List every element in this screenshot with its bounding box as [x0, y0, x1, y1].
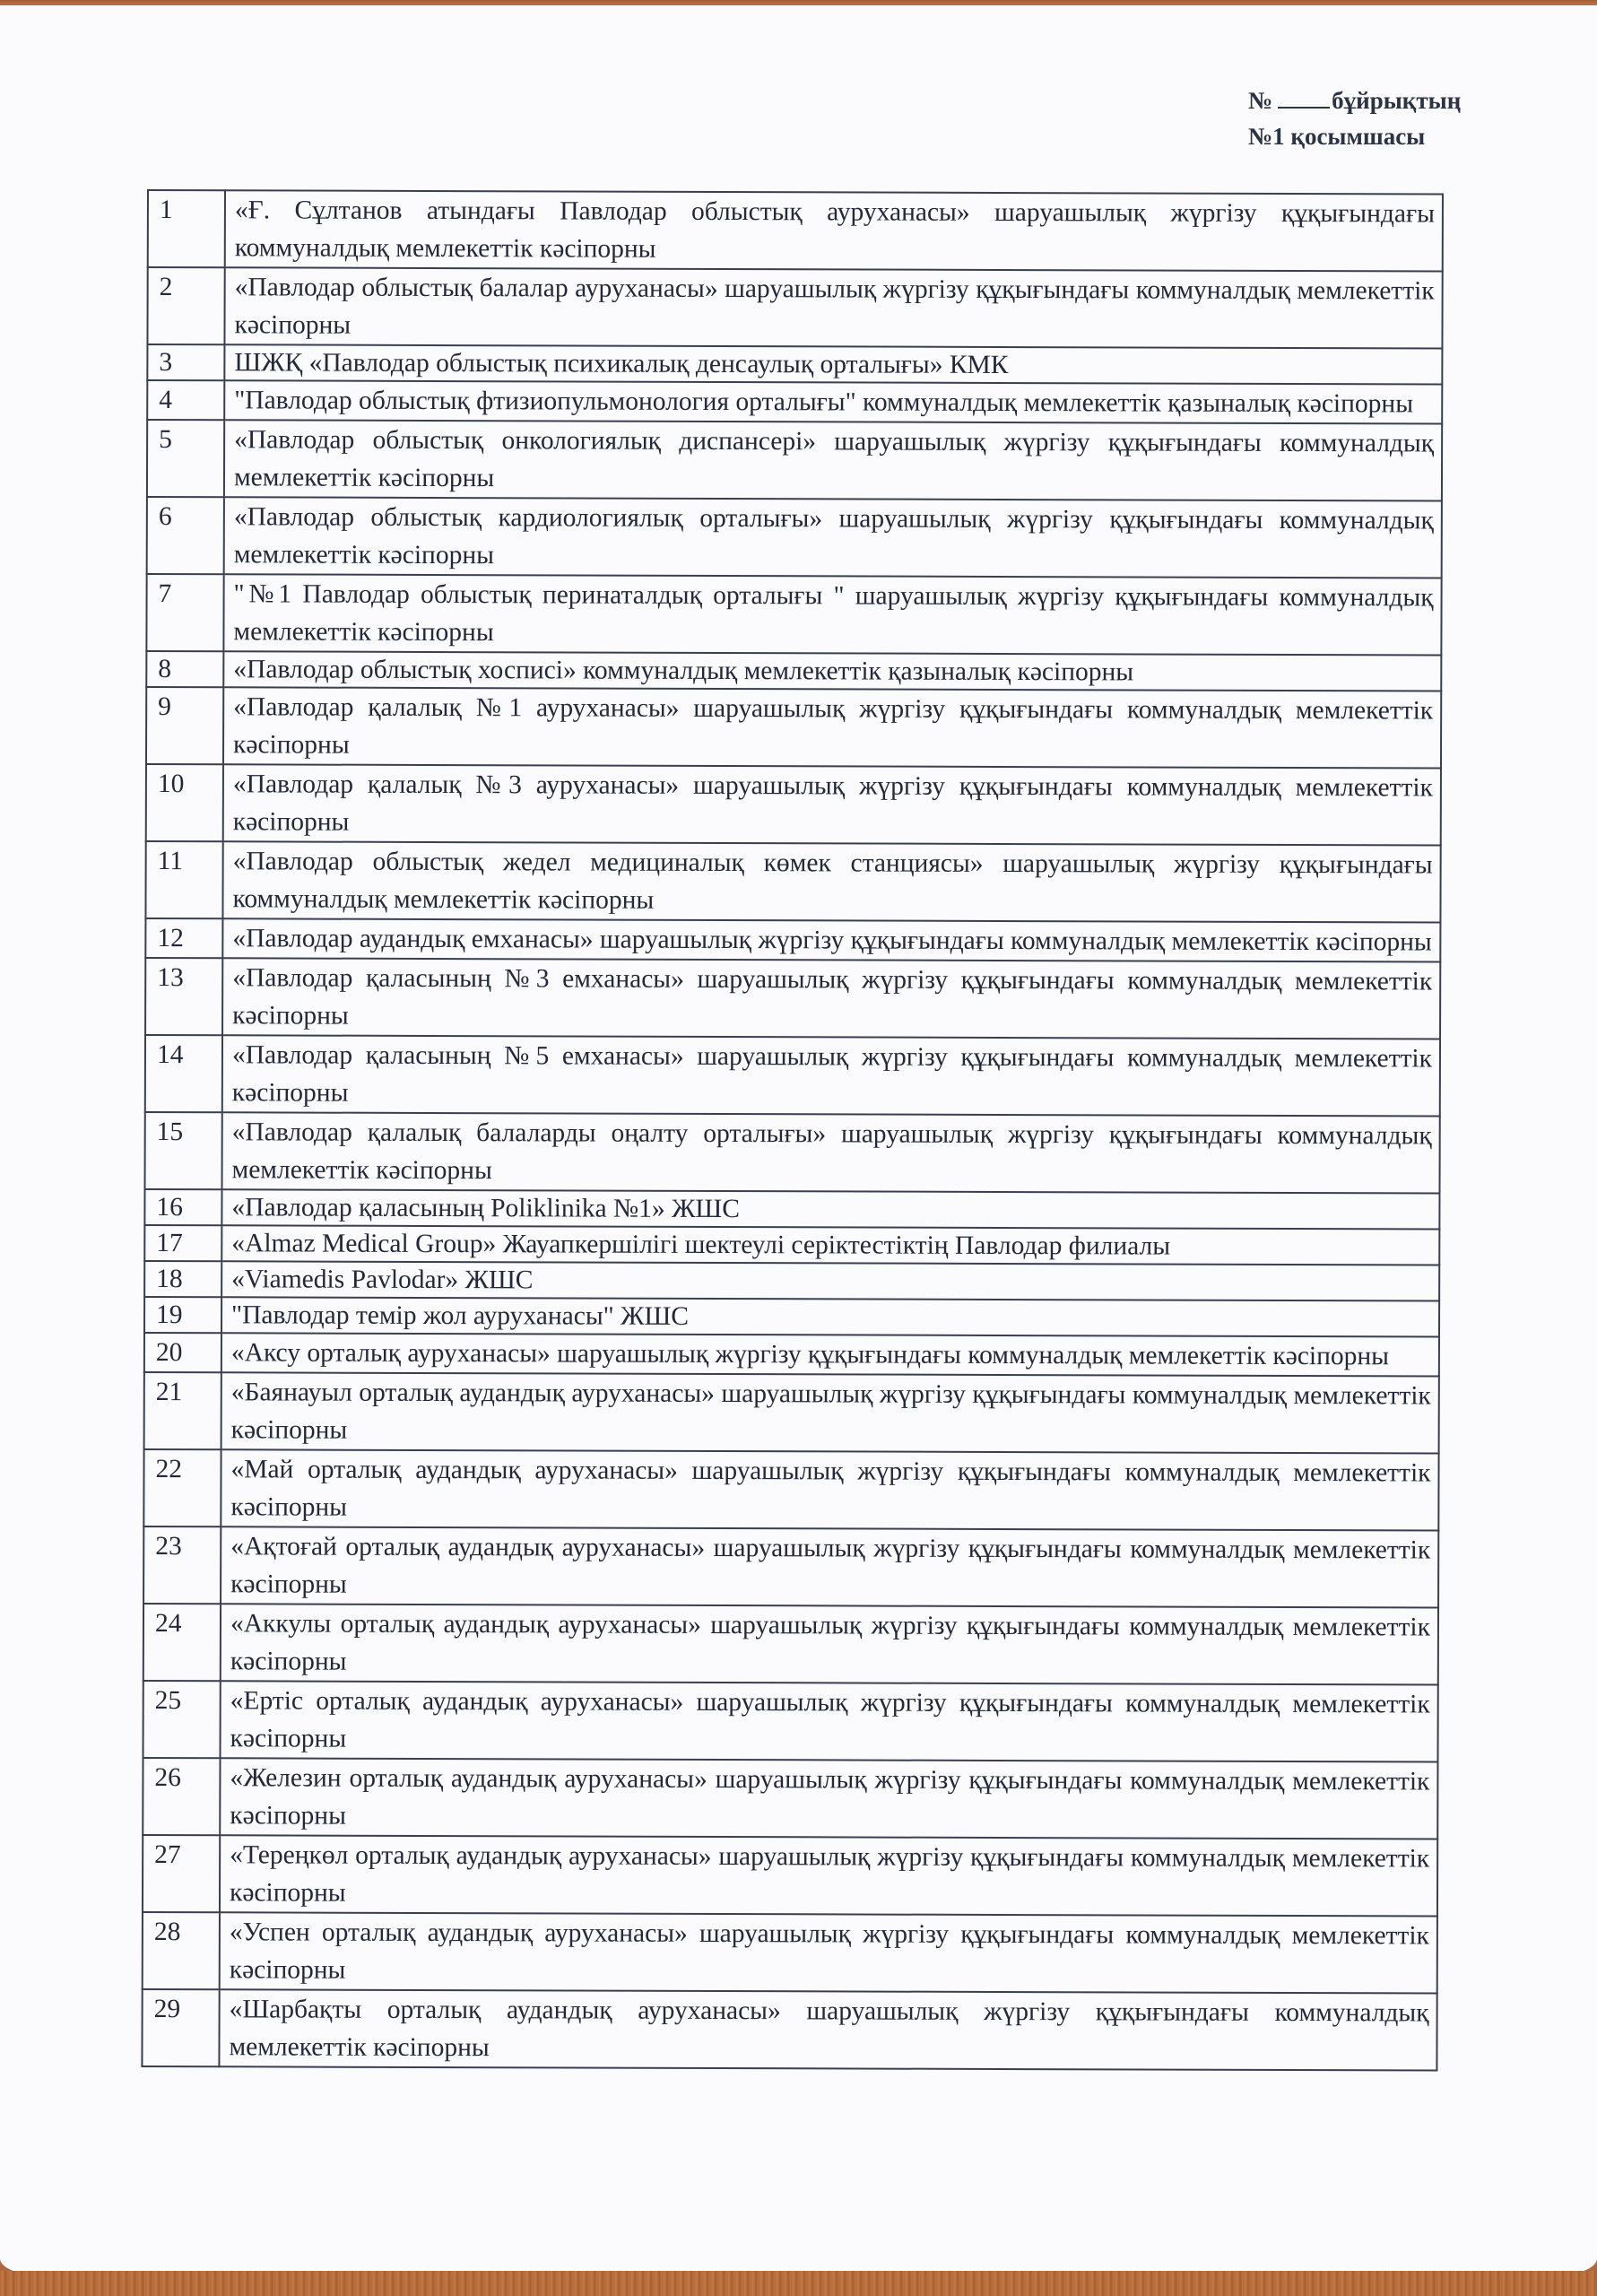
organization-name: «Павлодар облыстық жедел медициналық көмек станциясы» шаруашылық жүргізу құқығындағы коммуналдық мемлекеттік кәсіпорны — [222, 841, 1440, 922]
order-label: бұйрықтың — [1332, 87, 1462, 114]
organization-name: «Аккулы орталық аудандық ауруханасы» шаруашылық жүргізу құқығындағы коммуналдық мемлекеттік кәсіпорны — [221, 1604, 1438, 1684]
table-row — [144, 1297, 1439, 1337]
row-number: 12 — [145, 918, 222, 958]
organizations-table-body — [142, 190, 1443, 2071]
background-surface-bottom — [0, 2271, 1597, 2296]
row-number: 8 — [146, 651, 223, 687]
organization-name: «Павлодар қаласының №3 емханасы» шаруашылық жүргізу құқығындағы коммуналдық мемлекеттік кәсіпорны — [222, 958, 1440, 1039]
row-number: 25 — [143, 1681, 221, 1758]
row-number: 19 — [144, 1297, 221, 1333]
row-number: 20 — [144, 1333, 221, 1372]
row-number: 26 — [143, 1758, 220, 1835]
table-row — [144, 1225, 1439, 1265]
table-row — [144, 1112, 1439, 1194]
table-row — [146, 574, 1441, 656]
row-number: 16 — [144, 1189, 221, 1225]
organization-name: ШЖҚ «Павлодар облыстық психикалық денсаулық орталығы» КМК — [224, 344, 1442, 384]
table-row — [148, 190, 1443, 272]
table-row — [147, 497, 1442, 578]
table-row — [143, 1604, 1438, 1685]
table-row — [145, 1035, 1440, 1117]
organization-name: "Павлодар темір жол ауруханасы" ЖШС — [221, 1297, 1439, 1336]
row-number: 29 — [142, 1989, 219, 2066]
table-row — [147, 380, 1442, 424]
organization-name: «Павлодар қаласының №5 емханасы» шаруашылық жүргізу құқығындағы коммуналдық мемлекеттік кәсіпорны — [222, 1035, 1440, 1116]
row-number: 6 — [147, 497, 224, 574]
organization-name: «Железин орталық аудандық ауруханасы» шаруашылық жүргізу құқығындағы коммуналдық мемлекеттік кәсіпорны — [220, 1758, 1437, 1839]
organization-name: «Almaz Medical Group» Жауапкершілігі шектеулі серіктестіктің Павлодар филиалы — [221, 1225, 1439, 1265]
row-number: 9 — [146, 687, 223, 764]
row-number: 2 — [147, 267, 224, 344]
row-number: 4 — [147, 380, 224, 420]
table-row — [144, 1261, 1439, 1301]
row-number: 23 — [143, 1526, 221, 1604]
organization-name: «Май орталық аудандық ауруханасы» шаруашылық жүргізу құқығындағы коммуналдық мемлекеттік кәсіпорны — [221, 1449, 1438, 1530]
annex-number: №1 қосымшасы — [1248, 123, 1426, 150]
organization-name: «Павлодар облыстық онкологиялық диспансері» шаруашылық жүргізу құқығындағы коммуналдық мемлекеттік кәсіпорны — [224, 420, 1442, 500]
row-number: 22 — [143, 1449, 221, 1526]
row-number: 28 — [143, 1912, 220, 1989]
organization-name: «Павлодар облыстық балалар ауруханасы» шаруашылық жүргізу құқығындағы коммуналдық мемлекеттік кәсіпорны — [224, 267, 1442, 348]
table-row — [142, 1989, 1436, 2071]
table-row — [144, 1189, 1439, 1230]
row-number: 1 — [148, 190, 225, 267]
organization-name: «Ертіс орталық аудандық ауруханасы» шаруашылық жүргізу құқығындағы коммуналдық мемлекеттік кәсіпорны — [221, 1681, 1438, 1761]
row-number: 10 — [146, 764, 223, 841]
organization-name: «Павлодар облыстық хосписі» коммуналдық мемлекеттік қазыналық кәсіпорны — [223, 651, 1441, 691]
table-row — [145, 841, 1440, 923]
table-row — [146, 687, 1441, 769]
table-row — [143, 1449, 1438, 1531]
organization-name: «Павлодар қалалық №3 ауруханасы» шаруашылық жүргізу құқығындағы коммуналдық мемлекеттік кәсіпорны — [223, 764, 1441, 845]
row-number: 21 — [144, 1372, 221, 1449]
row-number: 24 — [143, 1604, 221, 1681]
row-number: 27 — [143, 1835, 220, 1912]
organization-name: «Успен орталық аудандық ауруханасы» шаруашылық жүргізу құқығындағы коммуналдық мемлекеттік кәсіпорны — [220, 1912, 1437, 1993]
annex-header — [1248, 83, 1517, 154]
table-row — [144, 1333, 1439, 1377]
table-row — [145, 958, 1440, 1039]
organizations-table — [141, 189, 1444, 2072]
organization-name: «Ғ. Сұлтанов атындағы Павлодар облыстық ауруханасы» шаруашылық жүргізу құқығындағы коммуналдық мемлекеттік кәсіпорны — [225, 190, 1443, 271]
organization-name: "№1 Павлодар облыстық перинаталдық орталығы " шаруашылық жүргізу құқығындағы коммуналдық мемлекеттік кәсіпорны — [223, 574, 1441, 655]
organization-name: «Ақтоғай орталық аудандық ауруханасы» шаруашылық жүргізу құқығындағы коммуналдық мемлекеттік кәсіпорны — [221, 1526, 1438, 1607]
table-row — [145, 918, 1440, 962]
organization-name: «Аксу орталық ауруханасы» шаруашылық жүргізу құқығындағы коммуналдық мемлекеттік кәсіпорны — [221, 1333, 1439, 1376]
organization-name: «Шарбақты орталық аудандық ауруханасы» шаруашылық жүргізу құқығындағы коммуналдық мемлекеттік кәсіпорны — [219, 1989, 1436, 2070]
organization-name: «Павлодар қалалық №1 ауруханасы» шаруашылық жүргізу құқығындағы коммуналдық мемлекеттік кәсіпорны — [223, 687, 1441, 768]
table-row — [143, 1526, 1438, 1608]
table-row — [143, 1758, 1437, 1839]
table-row — [146, 764, 1441, 846]
paper-sheet — [0, 5, 1597, 2274]
table-row — [144, 1372, 1439, 1454]
row-number: 13 — [145, 958, 222, 1035]
organization-name: «Павлодар қаласының Poliklinika №1» ЖШС — [221, 1189, 1439, 1229]
row-number: 3 — [147, 344, 224, 380]
table-row — [143, 1912, 1437, 1994]
page-content — [0, 5, 1597, 2274]
table-row — [143, 1681, 1438, 1762]
row-number: 15 — [144, 1112, 221, 1189]
row-number: 5 — [147, 420, 224, 497]
row-number: 14 — [145, 1035, 222, 1112]
row-number: 7 — [146, 574, 223, 651]
row-number: 11 — [145, 841, 222, 918]
table-row — [147, 267, 1442, 349]
organization-name: «Viamedis Pavlodar» ЖШС — [221, 1261, 1439, 1300]
order-reference-line — [1248, 83, 1517, 118]
table-row — [147, 420, 1442, 501]
table-row — [146, 651, 1441, 691]
organization-name: «Павлодар аудандық емханасы» шаруашылық жүргізу құқығындағы коммуналдық мемлекеттік кәсіпорны — [222, 918, 1440, 961]
row-number: 18 — [144, 1261, 221, 1297]
order-number-blank — [1278, 87, 1330, 109]
row-number: 17 — [144, 1225, 221, 1261]
table-row — [143, 1835, 1437, 1917]
organization-name: «Павлодар облыстық кардиологиялық орталығы» шаруашылық жүргізу құқығындағы коммуналдық мемлекеттік кәсіпорны — [224, 497, 1442, 578]
organization-name: "Павлодар облыстық фтизиопульмонология орталығы" коммуналдық мемлекеттік қазыналық кәсіпорны — [224, 380, 1442, 423]
order-number-sign: № — [1248, 87, 1273, 114]
organization-name: «Баянауыл орталық аудандық ауруханасы» шаруашылық жүргізу құқығындағы коммуналдық мемлекеттік кәсіпорны — [221, 1372, 1439, 1453]
table-row — [147, 344, 1442, 385]
organization-name: «Павлодар қалалық балаларды оңалту орталығы» шаруашылық жүргізу құқығындағы коммуналдық мемлекеттік кәсіпорны — [221, 1112, 1439, 1193]
organization-name: «Тереңкөл орталық аудандық ауруханасы» шаруашылық жүргізу құқығындағы коммуналдық мемлекеттік кәсіпорны — [220, 1835, 1437, 1916]
